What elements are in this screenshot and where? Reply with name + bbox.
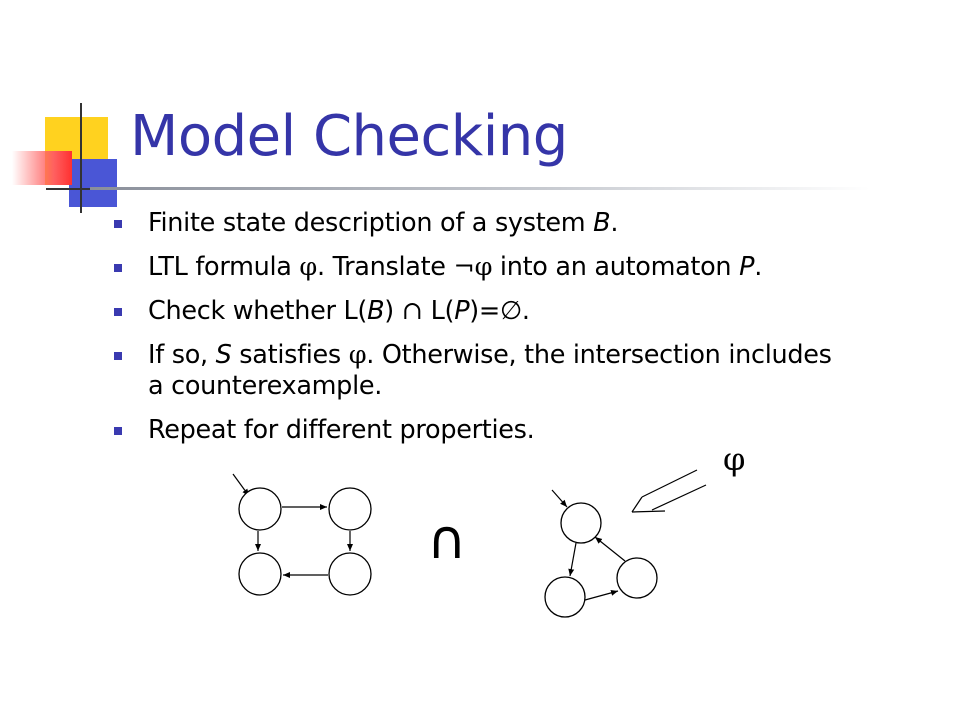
- bullet-text: Check whether L(: [148, 296, 368, 326]
- b-state-1: [239, 488, 281, 530]
- intersection-symbol: ∩: [427, 508, 467, 571]
- automaton-p: [545, 490, 657, 617]
- math-symbol: ∅: [499, 296, 522, 326]
- bullet-text: P: [454, 296, 470, 326]
- p-initial-arrow: [552, 490, 567, 507]
- p-edge-3-2: [585, 591, 618, 600]
- bullet-text: S: [215, 340, 232, 370]
- math-symbol: ∩: [401, 296, 423, 326]
- p-edge-1-3: [570, 543, 576, 576]
- p-edge-2-1: [595, 537, 625, 561]
- bullet-text: B: [593, 208, 611, 238]
- bullet-text: Repeat for different properties.: [148, 415, 535, 445]
- p-state-3: [545, 577, 585, 617]
- bullet-text: into an automaton: [492, 252, 740, 282]
- automaton-b: [233, 474, 371, 595]
- bullet-text: .: [521, 296, 530, 326]
- math-symbol: ¬φ: [453, 252, 493, 282]
- bullet-text: satisfies: [231, 340, 349, 370]
- slide-title: Model Checking: [130, 104, 568, 169]
- bullet-text: .: [754, 252, 762, 282]
- bullet-text: ): [384, 296, 402, 326]
- b-state-3: [239, 553, 281, 595]
- bullet-text: )=: [469, 296, 500, 326]
- translation-arrow: [632, 470, 706, 512]
- bullet-text: .: [610, 208, 619, 238]
- bullet-text: . Translate: [316, 252, 454, 282]
- bullet-text: P: [739, 252, 755, 282]
- bullet-text: B: [367, 296, 385, 326]
- bullet-text: If so,: [148, 340, 216, 370]
- bullet-text: LTL formula: [148, 252, 300, 282]
- bullet-text: L(: [422, 296, 455, 326]
- math-symbol: φ: [348, 340, 367, 370]
- b-state-4: [329, 553, 371, 595]
- b-state-2: [329, 488, 371, 530]
- p-state-2: [617, 558, 657, 598]
- bullet-text: Finite state description of a system: [148, 208, 594, 238]
- bullet-text: . Otherwise, the intersection includes a counterexample.: [148, 340, 832, 401]
- math-symbol: φ: [299, 252, 317, 282]
- phi-symbol: φ: [723, 440, 746, 478]
